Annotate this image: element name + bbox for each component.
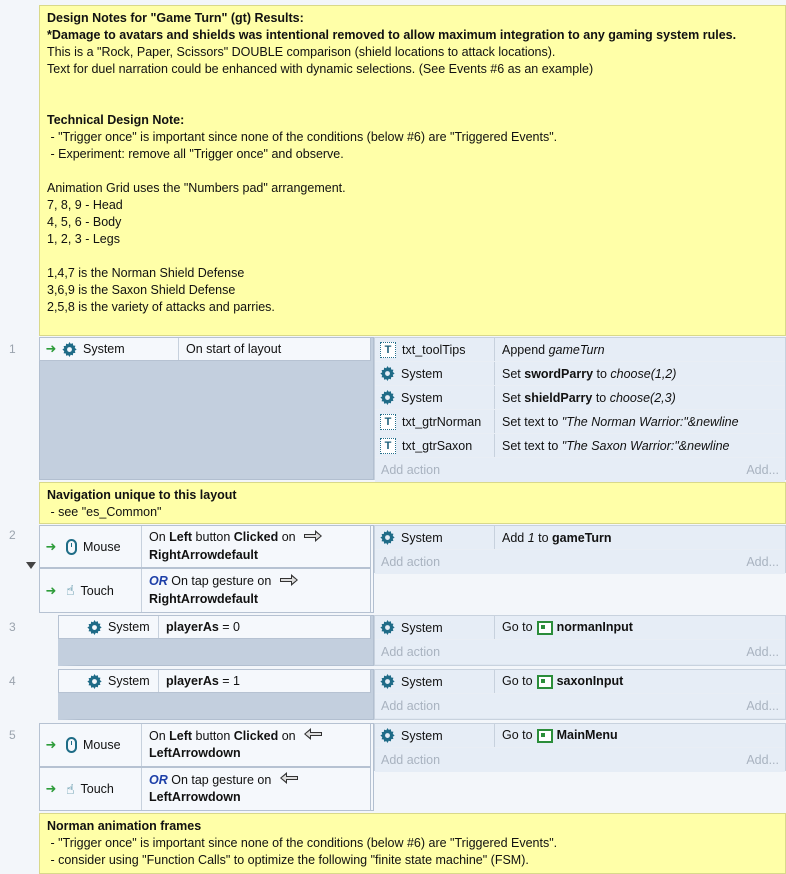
comment-line: This is a "Rock, Paper, Scissors" DOUBLE comparison (shield locations to attack locations). xyxy=(47,45,556,59)
action-text: Set shieldParry to choose(2,3) xyxy=(502,390,676,405)
condition-object-name: Touch xyxy=(80,782,114,796)
condition-mouse-click[interactable] xyxy=(39,723,371,767)
condition-player-as[interactable] xyxy=(58,669,371,693)
gear-icon xyxy=(87,674,102,689)
condition-object-name: System xyxy=(108,620,150,634)
comment-line xyxy=(47,78,778,95)
comment-line: - see "es_Common" xyxy=(47,505,162,519)
touch-icon: ☝ xyxy=(66,582,75,598)
comment-line: 3,6,9 is the Saxon Shield Defense xyxy=(47,283,236,297)
text-object-icon: T xyxy=(380,438,396,454)
event-2-actions[interactable] xyxy=(374,525,786,573)
condition-text: On Left button Clicked on LeftArrowdown xyxy=(142,728,323,762)
event-arrow-icon: ➜ xyxy=(45,341,57,356)
condition-text: playerAs = 1 xyxy=(166,673,241,688)
condition-object-name: System xyxy=(108,674,150,688)
comment-line: 1,4,7 is the Norman Shield Defense xyxy=(47,266,245,280)
event-arrow-icon: ➜ xyxy=(45,582,57,598)
comment-line: 7, 8, 9 - Head xyxy=(47,198,123,212)
action-row[interactable] xyxy=(375,670,785,694)
touch-icon: ☝ xyxy=(66,780,75,797)
action-row[interactable] xyxy=(375,616,785,640)
condition-text: OR On tap gesture on RightArrowdefault xyxy=(142,573,299,607)
condition-touch-tap[interactable] xyxy=(39,767,371,811)
comment-norman-animation[interactable] xyxy=(39,813,786,874)
comment-line xyxy=(47,248,778,265)
gear-icon xyxy=(380,390,395,405)
action-object-name: System xyxy=(401,674,443,689)
event-1-actions[interactable] xyxy=(374,337,786,480)
action-text: Go to saxonInput xyxy=(502,674,624,689)
comment-line: Navigation unique to this layout xyxy=(47,488,237,502)
right-arrow-icon xyxy=(303,530,323,547)
add-action-button[interactable]: Add action Add... xyxy=(375,550,785,574)
condition-text: On start of layout xyxy=(186,341,282,356)
action-text: Set swordParry to choose(1,2) xyxy=(502,366,677,381)
action-object-name: System xyxy=(401,390,443,405)
comment-navigation[interactable] xyxy=(39,482,786,524)
comment-line: Animation Grid uses the "Numbers pad" arrangement. xyxy=(47,181,346,195)
layout-icon xyxy=(537,621,553,635)
condition-on-start-of-layout[interactable] xyxy=(39,337,371,361)
action-object-name: System xyxy=(401,530,443,545)
add-action-button[interactable]: Add action Add... xyxy=(375,748,785,772)
comment-line: *Damage to avatars and shields was intentional removed to allow maximum integration to any gaming system rules. xyxy=(47,28,737,42)
mouse-icon xyxy=(66,737,77,753)
comment-line xyxy=(47,95,778,112)
gear-icon xyxy=(380,366,395,381)
condition-text: On Left button Clicked on RightArrowdefault xyxy=(142,529,323,563)
action-row[interactable] xyxy=(375,410,785,434)
event-arrow-icon: ➜ xyxy=(45,538,57,554)
condition-text: playerAs = 0 xyxy=(166,619,241,634)
event-number: 3 xyxy=(9,620,16,634)
condition-object-name: Mouse xyxy=(83,738,121,752)
action-row[interactable] xyxy=(375,338,785,362)
left-arrow-icon xyxy=(303,728,323,745)
action-text: Set text to "The Norman Warrior:"&newline xyxy=(502,414,739,429)
action-object-name: txt_gtrNorman xyxy=(402,414,482,429)
comment-line: 2,5,8 is the variety of attacks and parries. xyxy=(47,300,275,314)
mouse-icon xyxy=(66,539,77,555)
gear-icon xyxy=(380,728,395,743)
comment-line xyxy=(47,163,778,180)
action-object-name: System xyxy=(401,366,443,381)
action-row[interactable] xyxy=(375,434,785,458)
event-arrow-icon: ➜ xyxy=(45,737,57,752)
gear-icon xyxy=(380,530,395,545)
action-row[interactable] xyxy=(375,362,785,386)
comment-line: - consider using "Function Calls" to optimize the following "finite state machine" (FSM). xyxy=(47,853,529,867)
condition-object-name: System xyxy=(83,342,125,356)
action-text: Set text to "The Saxon Warrior:"&newline xyxy=(502,438,730,453)
comment-design-notes[interactable] xyxy=(39,5,786,336)
condition-mouse-click[interactable] xyxy=(39,525,371,568)
condition-touch-tap[interactable] xyxy=(39,568,371,613)
event-number: 1 xyxy=(9,342,16,356)
action-text: Go to normanInput xyxy=(502,620,633,635)
action-object-name: txt_toolTips xyxy=(402,342,466,357)
left-arrow-icon xyxy=(279,772,299,789)
layout-icon xyxy=(537,675,553,689)
event-number: 5 xyxy=(9,728,16,742)
action-row[interactable] xyxy=(375,386,785,410)
action-object-name: System xyxy=(401,728,443,743)
add-action-button[interactable]: Add action Add... xyxy=(375,458,785,482)
action-row[interactable] xyxy=(375,526,785,550)
action-text: Go to MainMenu xyxy=(502,728,618,743)
event-4-actions[interactable] xyxy=(374,669,786,720)
action-object-name: System xyxy=(401,620,443,635)
comment-line: - "Trigger once" is important since none of the conditions (below #6) are "Triggered Events". xyxy=(47,130,558,144)
right-arrow-icon xyxy=(279,574,299,591)
event-5-actions[interactable] xyxy=(374,723,786,771)
text-object-icon: T xyxy=(380,342,396,358)
comment-line: Norman animation frames xyxy=(47,819,202,833)
comment-line: - Experiment: remove all "Trigger once" and observe. xyxy=(47,147,344,161)
event-arrow-icon: ➜ xyxy=(45,781,57,796)
comment-line: Technical Design Note: xyxy=(47,113,185,127)
event-3-actions[interactable] xyxy=(374,615,786,666)
condition-text: OR On tap gesture on LeftArrowdown xyxy=(142,772,299,806)
layout-icon xyxy=(537,729,553,743)
condition-object-name: Touch xyxy=(80,583,114,598)
event-number: 4 xyxy=(9,674,16,688)
collapse-triangle-icon[interactable] xyxy=(26,562,36,569)
action-object-name: txt_gtrSaxon xyxy=(402,438,473,453)
action-text: Append gameTurn xyxy=(502,342,605,357)
gear-icon xyxy=(62,342,77,357)
gear-icon xyxy=(380,674,395,689)
condition-player-as[interactable] xyxy=(58,615,371,639)
action-row[interactable] xyxy=(375,724,785,748)
event-number: 2 xyxy=(9,528,16,542)
action-text: Add 1 to gameTurn xyxy=(502,530,612,545)
comment-line: Design Notes for "Game Turn" (gt) Results: xyxy=(47,11,304,25)
comment-line: - "Trigger once" is important since none of the conditions (below #6) are "Triggered Events". xyxy=(47,836,558,850)
comment-line: Text for duel narration could be enhanced with dynamic selections. (See Events #6 as an example) xyxy=(47,62,594,76)
add-action-button[interactable]: Add action Add... xyxy=(375,694,785,718)
comment-line: 4, 5, 6 - Body xyxy=(47,215,122,229)
comment-line: 1, 2, 3 - Legs xyxy=(47,232,120,246)
add-action-button[interactable]: Add action Add... xyxy=(375,640,785,664)
gear-icon xyxy=(380,620,395,635)
gear-icon xyxy=(87,620,102,635)
condition-object-name: Mouse xyxy=(83,539,121,554)
text-object-icon: T xyxy=(380,414,396,430)
